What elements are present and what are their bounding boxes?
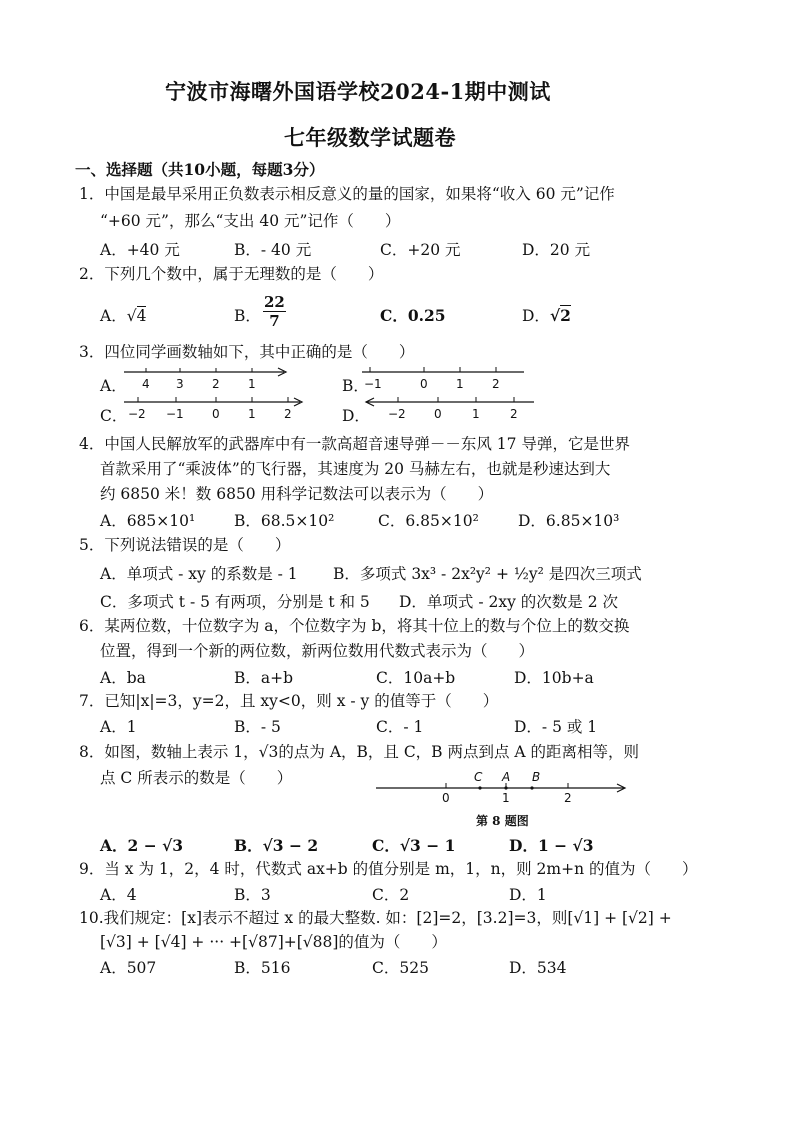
q5-stem: 5．下列说法错误的是（ ）: [79, 536, 291, 554]
q3a-tick-label: 4: [142, 377, 150, 391]
q4-line3: 约 6850 米！数 6850 用科学记数法可以表示为（ ）: [100, 485, 494, 503]
q4-option-d: D．6.85×10³: [518, 512, 620, 530]
q3a-tick-label: 1: [248, 377, 256, 391]
q7-stem: 7．已知|x|=3，y=2，且 xy<0，则 x - y 的值等于（ ）: [79, 692, 499, 710]
q3d-tick-label: −2: [388, 407, 406, 421]
q3-numberline-d: [366, 394, 546, 428]
q8-line1: 8．如图，数轴上表示 1，√3的点为 A，B，且 C，B 两点到点 A 的距离相等，则: [79, 743, 640, 761]
q3c-tick-label: 0: [212, 407, 220, 421]
q10-option-a: A．507: [100, 959, 157, 977]
q3c-tick-label: 1: [248, 407, 256, 421]
q2-d-label: D．: [522, 307, 550, 325]
q3b-tick-label: 1: [456, 377, 464, 391]
q3-option-c-label: C．: [100, 407, 128, 425]
q3-option-d-label: D．: [342, 407, 370, 425]
q10-option-c: C．525: [372, 959, 429, 977]
q6-option-c: C．10a+b: [376, 669, 456, 687]
q10-option-b: B．516: [234, 959, 291, 977]
q2-option-b: [234, 304, 261, 326]
q2-option-c: C．0.25: [380, 306, 446, 325]
q10-option-d: D．534: [509, 959, 567, 977]
q4-option-b: B．68.5×10²: [234, 512, 335, 530]
q2-b-denominator: 7: [269, 312, 280, 330]
q5-option-c: C．多项式 t - 5 有两项，分别是 t 和 5: [100, 593, 370, 611]
q3a-tick-label: 3: [176, 377, 184, 391]
q5-option-d: D．单项式 - 2xy 的次数是 2 次: [399, 593, 619, 611]
sqrt-symbol: √: [126, 307, 137, 325]
q3d-tick-label: 0: [434, 407, 442, 421]
q8-tick-label: 1: [502, 791, 510, 805]
q6-option-b: B．a+b: [234, 669, 294, 687]
q4-option-a: A．685×10¹: [100, 512, 196, 530]
q6-line1: 6．某两位数，十位数字为 a，个位数字为 b，将其十位上的数与个位上的数交换: [79, 617, 630, 635]
q5-option-a: A．单项式 - xy 的系数是 - 1: [100, 565, 298, 583]
q8-figure-caption: 第 8 题图: [476, 814, 529, 828]
q3-numberline-a: [124, 364, 294, 398]
q8-point-c-label: C: [474, 770, 483, 784]
q6-line2: 位置，得到一个新的两位数，新两位数用代数式表示为（ ）: [100, 642, 535, 660]
q1-line2: “+60 元”，那么“支出 40 元”记作（ ）: [100, 212, 401, 230]
q3d-tick-label: 1: [472, 407, 480, 421]
q3b-tick-label: 0: [420, 377, 428, 391]
q5-option-b: B．多项式 3x³ - 2x²y² + ½y² 是四次三项式: [333, 565, 642, 583]
q9-option-d: D．1: [509, 886, 547, 904]
q2-stem: 2．下列几个数中，属于无理数的是（ ）: [79, 265, 384, 283]
q9-stem: 9．当 x 为 1，2，4 时，代数式 ax+b 的值分别是 m，1，n，则 2m+n 的值为（ ）: [79, 860, 698, 878]
q4-line1: 4．中国人民解放军的武器库中有一款高超音速导弹－－东风 17 导弹，它是世界: [79, 435, 630, 453]
q3c-tick-label: −2: [128, 407, 146, 421]
q3b-tick-label: 2: [492, 377, 500, 391]
section-heading: 一、选择题（共10小题，每题3分）: [75, 160, 325, 179]
exam-title: 宁波市海曙外国语学校2024-1期中测试: [165, 79, 551, 104]
q1-option-c: C．+20 元: [380, 241, 461, 259]
q2-d-radicand: 2: [560, 306, 571, 325]
q8-option-b: B．√3 − 2: [234, 836, 319, 855]
q1-line1: 1．中国是最早采用正负数表示相反意义的量的国家，如果将“收入 60 元”记作: [79, 185, 615, 203]
q2-option-d: [522, 304, 571, 326]
q8-option-a: A．2 − √3: [100, 836, 184, 855]
q3-numberline-c: [124, 394, 304, 428]
q8-tick-label: 2: [564, 791, 572, 805]
q6-option-d: D．10b+a: [514, 669, 594, 687]
q3-option-b-label: B．: [342, 377, 369, 395]
q6-option-a: A．ba: [100, 669, 146, 687]
q3c-tick-label: 2: [284, 407, 292, 421]
q3c-tick-label: −1: [166, 407, 184, 421]
q9-option-a: A．4: [100, 886, 137, 904]
sqrt-symbol: √: [549, 306, 561, 325]
q8-option-d: D．1 − √3: [509, 836, 594, 855]
q7-option-a: A．1: [100, 718, 137, 736]
q3d-tick-label: 2: [510, 407, 518, 421]
q9-option-c: C．2: [372, 886, 410, 904]
q3a-tick-label: 2: [212, 377, 220, 391]
exam-subtitle: 七年级数学试题卷: [284, 125, 456, 150]
q4-option-c: C．6.85×10²: [378, 512, 479, 530]
q10-line2: [√3] + [√4] + ··· +[√87]+[√88]的值为（ ）: [100, 933, 447, 951]
q8-line2: 点 C 所表示的数是（ ）: [100, 769, 293, 787]
q7-option-d: D．- 5 或 1: [514, 718, 598, 736]
q8-option-c: C．√3 − 1: [372, 836, 456, 855]
q1-option-b: B．- 40 元: [234, 241, 312, 259]
q7-option-b: B．- 5: [234, 718, 281, 736]
q2-a-label: A．: [100, 307, 127, 325]
q2-b-label: B．: [234, 307, 261, 325]
q2-option-a: [100, 304, 146, 326]
q10-line1: 10.我们规定：[x]表示不超过 x 的最大整数. 如：[2]=2，[3.2]=3，则[√1] + [√2] +: [79, 909, 672, 927]
q2-a-radicand: 4: [136, 307, 147, 325]
q3-option-a-label: A．: [100, 377, 127, 395]
q3-numberline-b: [362, 364, 532, 398]
q8-tick-label: 0: [442, 791, 450, 805]
q8-point-b-label: B: [532, 770, 541, 784]
q3b-tick-label: −1: [364, 377, 382, 391]
q7-option-c: C．- 1: [376, 718, 424, 736]
q8-numberline: [376, 770, 631, 810]
q1-option-d: D．20 元: [522, 241, 591, 259]
q9-option-b: B．3: [234, 886, 271, 904]
q2-b-numerator: 22: [264, 293, 285, 311]
q4-line2: 首款采用了“乘波体”的飞行器，其速度为 20 马赫左右，也就是秒速达到大: [100, 460, 611, 478]
q3-stem: 3．四位同学画数轴如下，其中正确的是（ ）: [79, 343, 415, 361]
q1-option-a: A．+40 元: [100, 241, 180, 259]
q8-point-a-label: A: [502, 770, 511, 784]
q2-b-fraction: [263, 293, 286, 330]
